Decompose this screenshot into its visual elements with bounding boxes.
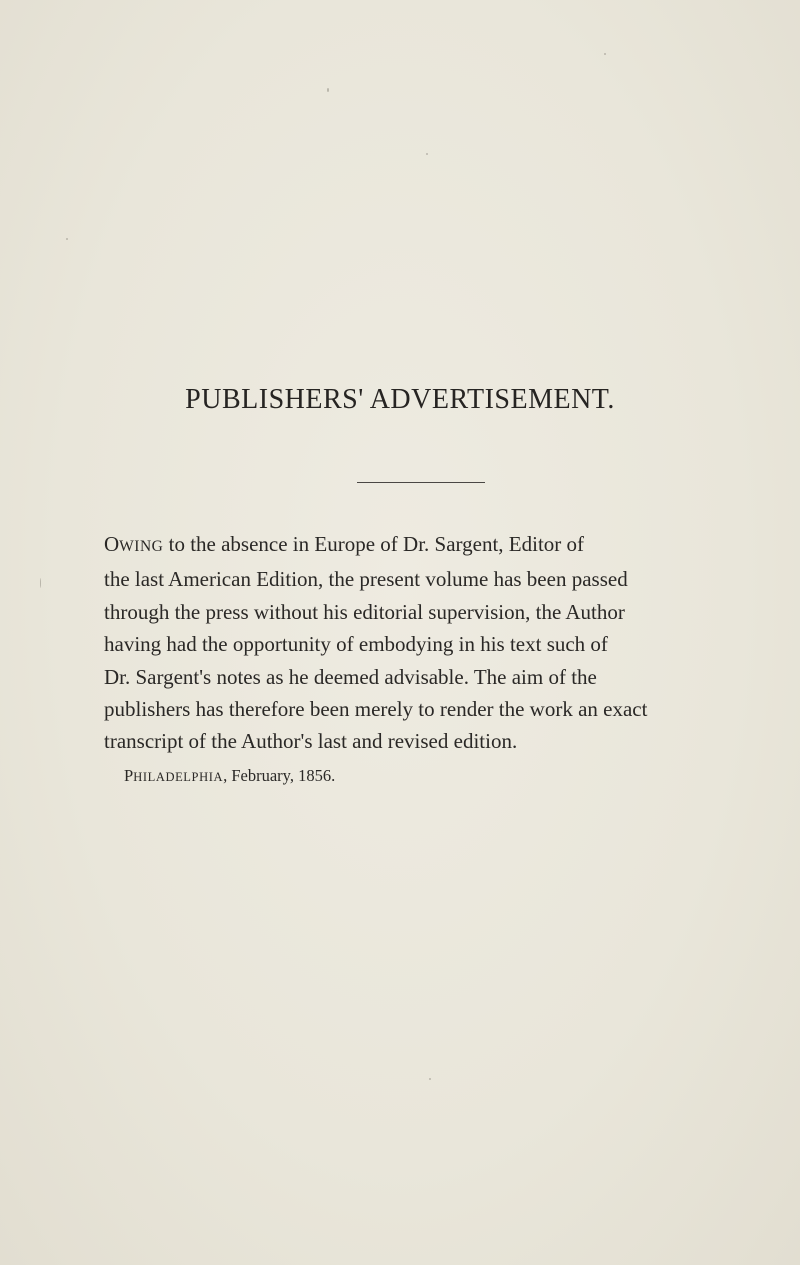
paragraph-line-text: to the absence in Europe of Dr. Sargent, Editor of [163,532,585,556]
page-title: PUBLISHERS' ADVERTISEMENT. [185,384,615,415]
paper-speck [327,88,329,92]
paragraph-line-7: transcript of the Author's last and revised edition. [104,729,518,754]
advertisement-paragraph [104,528,740,758]
dateline-city-small-caps: HILADELPHIA [133,770,224,784]
paragraph-line-3: through the press without his editorial supervision, the Author [104,599,625,624]
drop-initial: O [104,532,120,556]
paragraph-line-2: the last American Edition, the present volume has been passed [104,567,628,592]
paragraph-line-6: publishers has therefore been merely to render the work an exact [104,697,648,722]
divider-rule [357,482,485,483]
opening-small-caps: WING [119,538,164,555]
dateline-date: , February, 1856. [223,766,336,785]
paragraph-line-1 [104,528,740,563]
dateline [124,766,335,786]
paper-speck [429,1078,431,1080]
paper-speck [40,578,41,588]
paper-speck [426,153,428,155]
paragraph-line-5: Dr. Sargent's notes as he deemed advisable. The aim of the [104,664,597,689]
paper-speck [66,238,68,240]
paper-speck [604,53,606,55]
paragraph-line-4: having had the opportunity of embodying in his text such of [104,632,608,657]
dateline-city-initial: P [124,766,134,785]
